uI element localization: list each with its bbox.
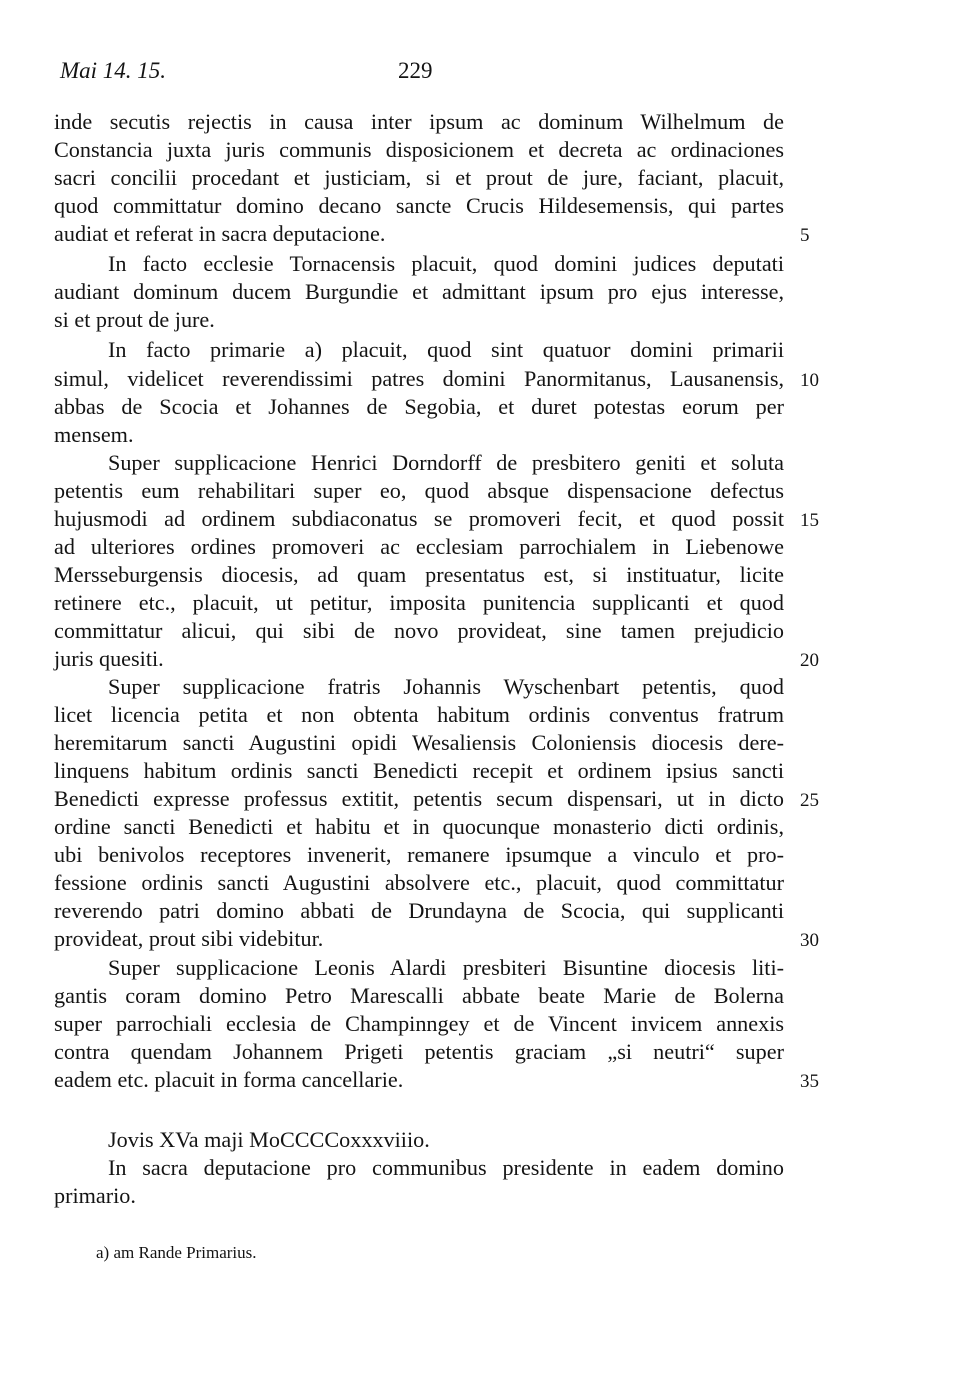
text-line: simul, videlicet reverendissimi patres domini Panormitanus, Lausanensis,: [54, 366, 784, 391]
text-line: retinere etc., placuit, ut petitur, imposita punitencia supplicanti et quod: [54, 590, 784, 615]
text-line: In facto primarie a) placuit, quod sint quatuor domini primarii: [108, 337, 784, 362]
text-line: provideat, prout sibi videbitur.: [54, 926, 324, 951]
text-line: mensem.: [54, 422, 134, 447]
text-line: Super supplicacione Leonis Alardi presbiteri Bisuntine diocesis liti-: [108, 955, 784, 980]
text-line: sacri concilii procedant et justiciam, si et prout de jure, faciant, placuit,: [54, 165, 784, 190]
text-line: ordine sancti Benedicti et habitu et in quocunque monasterio dicti ordinis,: [54, 814, 784, 839]
footnote: a) am Rande Primarius.: [96, 1243, 257, 1262]
text-line: audiant dominum ducem Burgundie et admittant ipsum pro ejus interesse,: [54, 279, 784, 304]
line-number: 5: [800, 225, 810, 246]
text-line: hujusmodi ad ordinem subdiaconatus se promoveri fecit, et quod possit: [54, 506, 784, 531]
text-line: Super supplicacione Henrici Dorndorff de presbitero geniti et soluta: [108, 450, 784, 475]
text-line: quod committatur domino decano sancte Crucis Hildesemensis, qui partes: [54, 193, 784, 218]
running-head-date: Mai 14. 15.: [60, 58, 167, 83]
text-line: si et prout de jure.: [54, 307, 215, 332]
text-line: ad ulteriores ordines promoveri ac ecclesiam parrochialem in Liebenowe: [54, 534, 784, 559]
closing-line: In sacra deputacione pro communibus presidente in eadem domino: [108, 1155, 784, 1180]
text-line: inde secutis rejectis in causa inter ipsum ac dominum Wilhelmum de: [54, 109, 784, 134]
line-number: 15: [800, 510, 819, 531]
text-line: eadem etc. placuit in forma cancellarie.: [54, 1067, 404, 1092]
text-line: ubi benivolos receptores invenerit, remanere ipsumque a vinculo et pro-: [54, 842, 784, 867]
text-line: Mersseburgensis diocesis, ad quam presentatus est, si instituatur, licite: [54, 562, 784, 587]
dateline: Jovis XVa maji MoCCCCoxxxviiio.: [108, 1127, 430, 1152]
text-line: fessione ordinis sancti Augustini absolvere etc., placuit, quod committatur: [54, 870, 784, 895]
text-line: reverendo patri domino abbati de Drundayna de Scocia, qui supplicanti: [54, 898, 784, 923]
text-line: abbas de Scocia et Johannes de Segobia, et duret potestas eorum per: [54, 394, 784, 419]
text-line: gantis coram domino Petro Marescalli abbate beate Marie de Bolerna: [54, 983, 784, 1008]
line-number: 25: [800, 790, 819, 811]
line-number: 35: [800, 1071, 819, 1092]
text-line: Benedicti expresse professus extitit, petentis secum dispensari, ut in dicto: [54, 786, 784, 811]
line-number: 10: [800, 370, 819, 391]
running-head: [0, 58, 960, 88]
line-number: 20: [800, 650, 819, 671]
text-line: audiat et referat in sacra deputacione.: [54, 221, 386, 246]
text-line: Super supplicacione fratris Johannis Wyschenbart petentis, quod: [108, 674, 784, 699]
text-line: In facto ecclesie Tornacensis placuit, quod domini judices deputati: [108, 251, 784, 276]
text-line: heremitarum sancti Augustini opidi Wesaliensis Coloniensis diocesis dere-: [54, 730, 784, 755]
text-line: juris quesiti.: [54, 646, 164, 671]
closing-line: primario.: [54, 1183, 136, 1208]
text-line: super parrochiali ecclesia de Champinngey et de Vincent invicem annexis: [54, 1011, 784, 1036]
text-line: petentis eum rehabilitari super eo, quod absque dispensacione defectus: [54, 478, 784, 503]
page-number: 229: [398, 58, 433, 83]
text-line: committatur alicui, qui sibi de novo provideat, sine tamen prejudicio: [54, 618, 784, 643]
line-number: 30: [800, 930, 819, 951]
text-line: licet licencia petita et non obtenta habitum ordinis conventus fratrum: [54, 702, 784, 727]
text-line: Constancia juxta juris communis disposicionem et decreta ac ordinaciones: [54, 137, 784, 162]
text-line: contra quendam Johannem Prigeti petentis graciam „si neutri“ super: [54, 1039, 784, 1064]
text-line: linquens habitum ordinis sancti Benedicti recepit et ordinem ipsius sancti: [54, 758, 784, 783]
